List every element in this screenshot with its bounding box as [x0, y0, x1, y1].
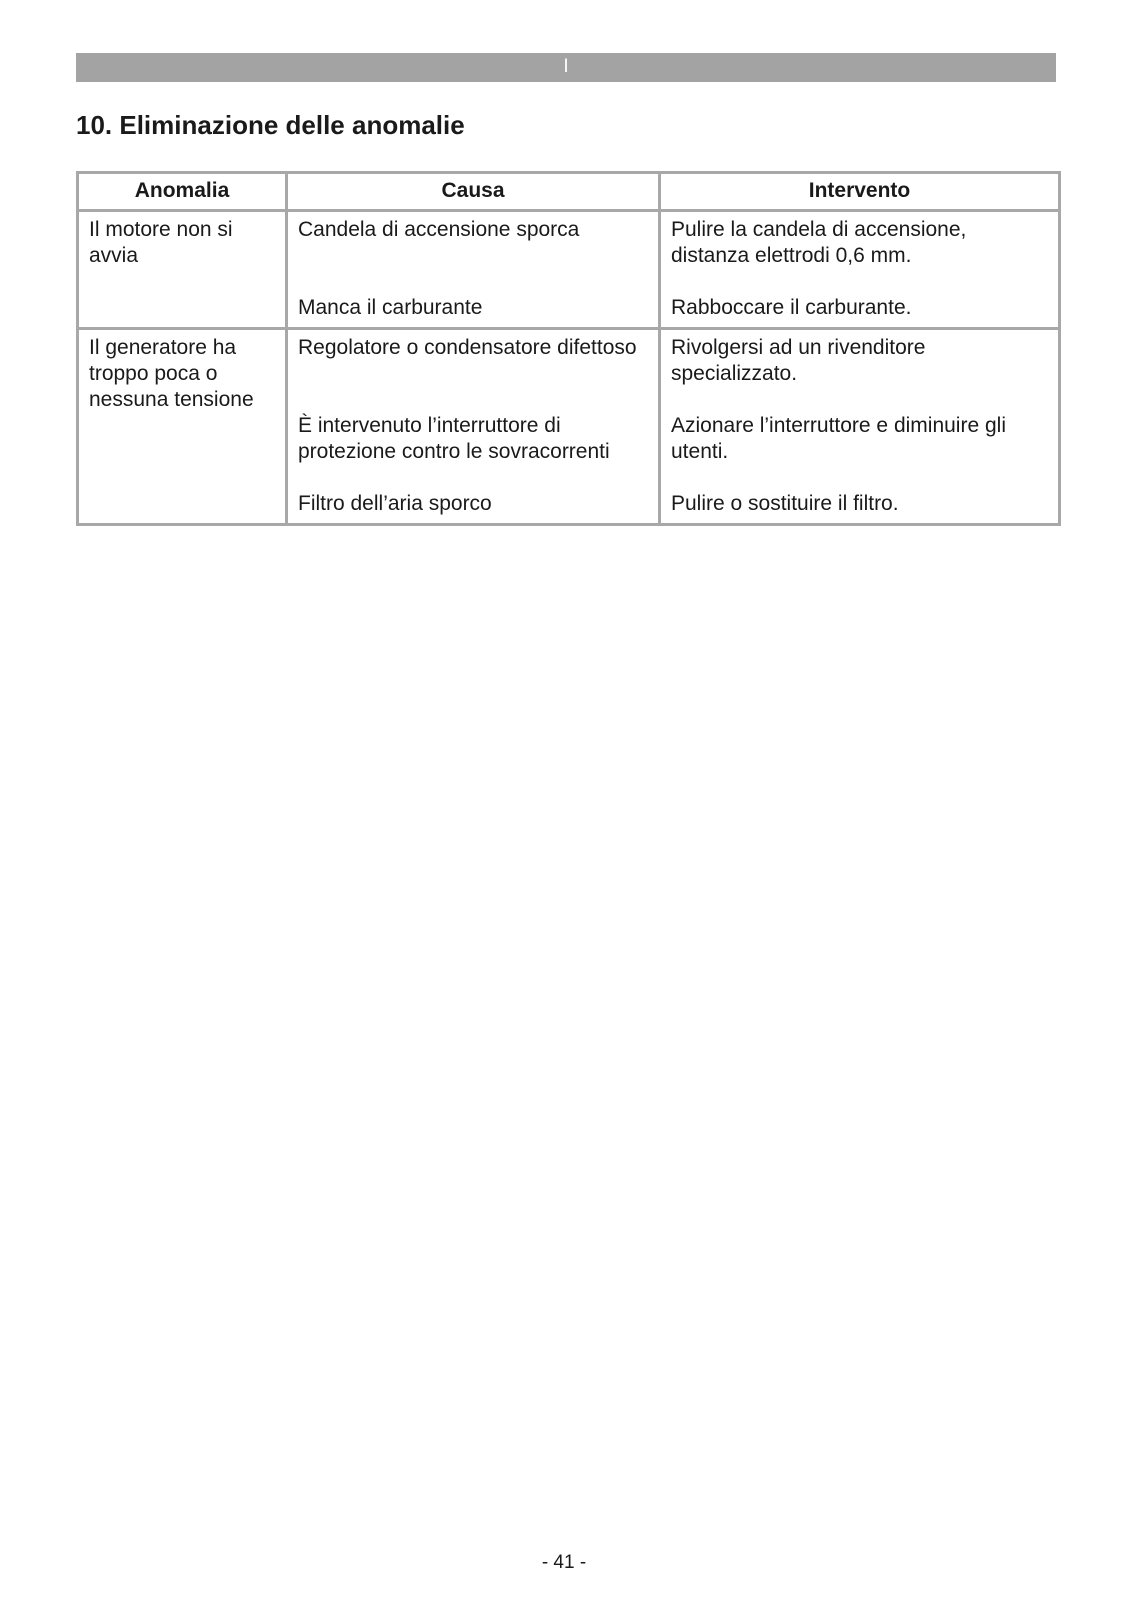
anomalia-cell [78, 211, 287, 329]
intervento-cell [660, 211, 1060, 329]
page-number: - 41 - [541, 1552, 587, 1573]
anomalia-text: Il generatore ha troppo poca o nessuna tensione [89, 336, 254, 411]
anomalia-text: Il motore non si avvia [89, 218, 233, 267]
language-marker: I [563, 56, 569, 77]
intervento-text: Rabboccare il carburante. [671, 296, 912, 319]
causa-text: Manca il carburante [298, 296, 483, 319]
anomalia-cell [78, 329, 287, 525]
table-header-row [78, 173, 1060, 211]
causa-cell [287, 211, 660, 329]
causa-text: Regolatore o condensatore difettoso [298, 336, 637, 359]
causa-cell [287, 329, 660, 525]
causa-text: Candela di accensione sporca [298, 218, 580, 241]
intervento-cell [660, 329, 1060, 525]
causa-text: Filtro dell’aria sporco [298, 492, 492, 515]
intervento-text: Pulire la candela di accensione, distanza elettrodi 0,6 mm. [671, 218, 967, 267]
table-row [78, 329, 1060, 525]
column-header-anomalia: Anomalia [78, 173, 287, 211]
intervento-text: Pulire o sostituire il filtro. [671, 492, 899, 515]
troubleshooting-table [76, 171, 1061, 526]
column-header-causa: Causa [287, 173, 660, 211]
table-row [78, 211, 1060, 329]
intervento-text: Azionare l’interruttore e diminuire gli utenti. [671, 414, 1006, 463]
intervento-text: Rivolgersi ad un rivenditore specializzato. [671, 336, 926, 385]
page-title: 10. Eliminazione delle anomalie [76, 110, 465, 140]
column-header-intervento: Intervento [660, 173, 1060, 211]
header-bar [76, 53, 1056, 82]
causa-text: È intervenuto l’interruttore di protezione contro le sovracorrenti [298, 414, 610, 463]
